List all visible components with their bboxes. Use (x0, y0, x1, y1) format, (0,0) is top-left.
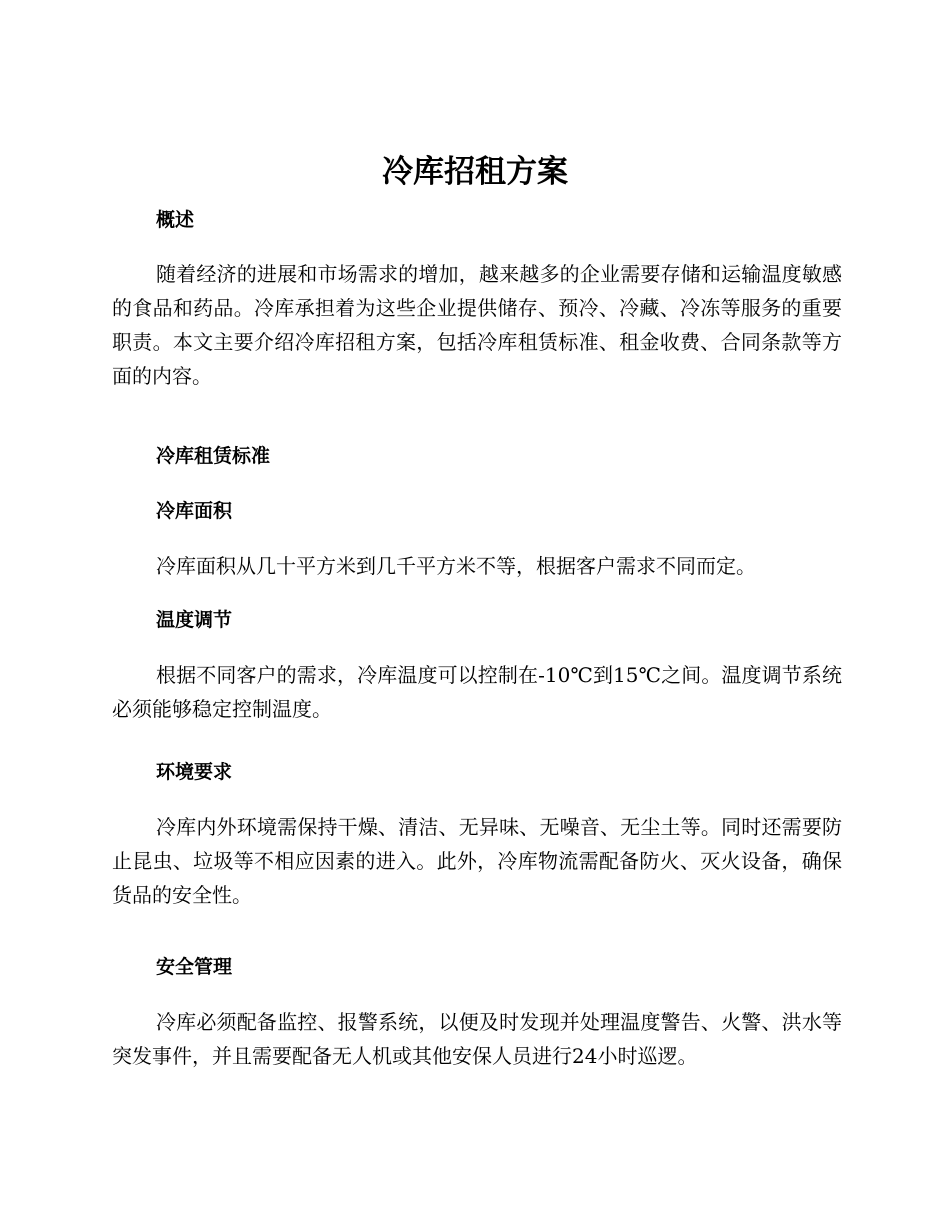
section-heading-environment: 环境要求 (156, 761, 233, 783)
section-heading-area: 冷库面积 (156, 500, 233, 522)
section-paragraph-temperature: 根据不同客户的需求，冷库温度可以控制在-10℃到15℃之间。温度调节系统必须能够稳定控制温度。 (112, 663, 842, 721)
document-title: 冷库招租方案 (382, 154, 568, 190)
section-paragraph-area: 冷库面积从几十平方米到几千平方米不等，根据客户需求不同而定。 (156, 554, 756, 578)
section-paragraph-environment: 冷库内外环境需保持干燥、清洁、无异味、无噪音、无尘土等。同时还需要防止昆虫、垃圾等不相应因素的进入。此外，冷库物流需配备防火、灭火设备，确保货品的安全性。 (112, 815, 842, 907)
section-heading-overview: 概述 (156, 209, 195, 231)
section-heading-security: 安全管理 (156, 956, 233, 978)
section-paragraph-security: 冷库必须配备监控、报警系统，以便及时发现并处理温度警告、火警、洪水等突发事件，并且需要配备无人机或其他安保人员进行24小时巡逻。 (112, 1010, 842, 1068)
section-heading-leasing-standards: 冷库租赁标准 (156, 445, 271, 467)
section-heading-temperature: 温度调节 (156, 609, 233, 631)
section-paragraph-overview: 随着经济的进展和市场需求的增加，越来越多的企业需要存储和运输温度敏感的食品和药品。冷库承担着为这些企业提供储存、预冷、冷藏、冷冻等服务的重要职责。本文主要介绍冷库招租方案，包括冷库租赁标准、租金收费、合同条款等方面的内容。 (112, 262, 842, 388)
